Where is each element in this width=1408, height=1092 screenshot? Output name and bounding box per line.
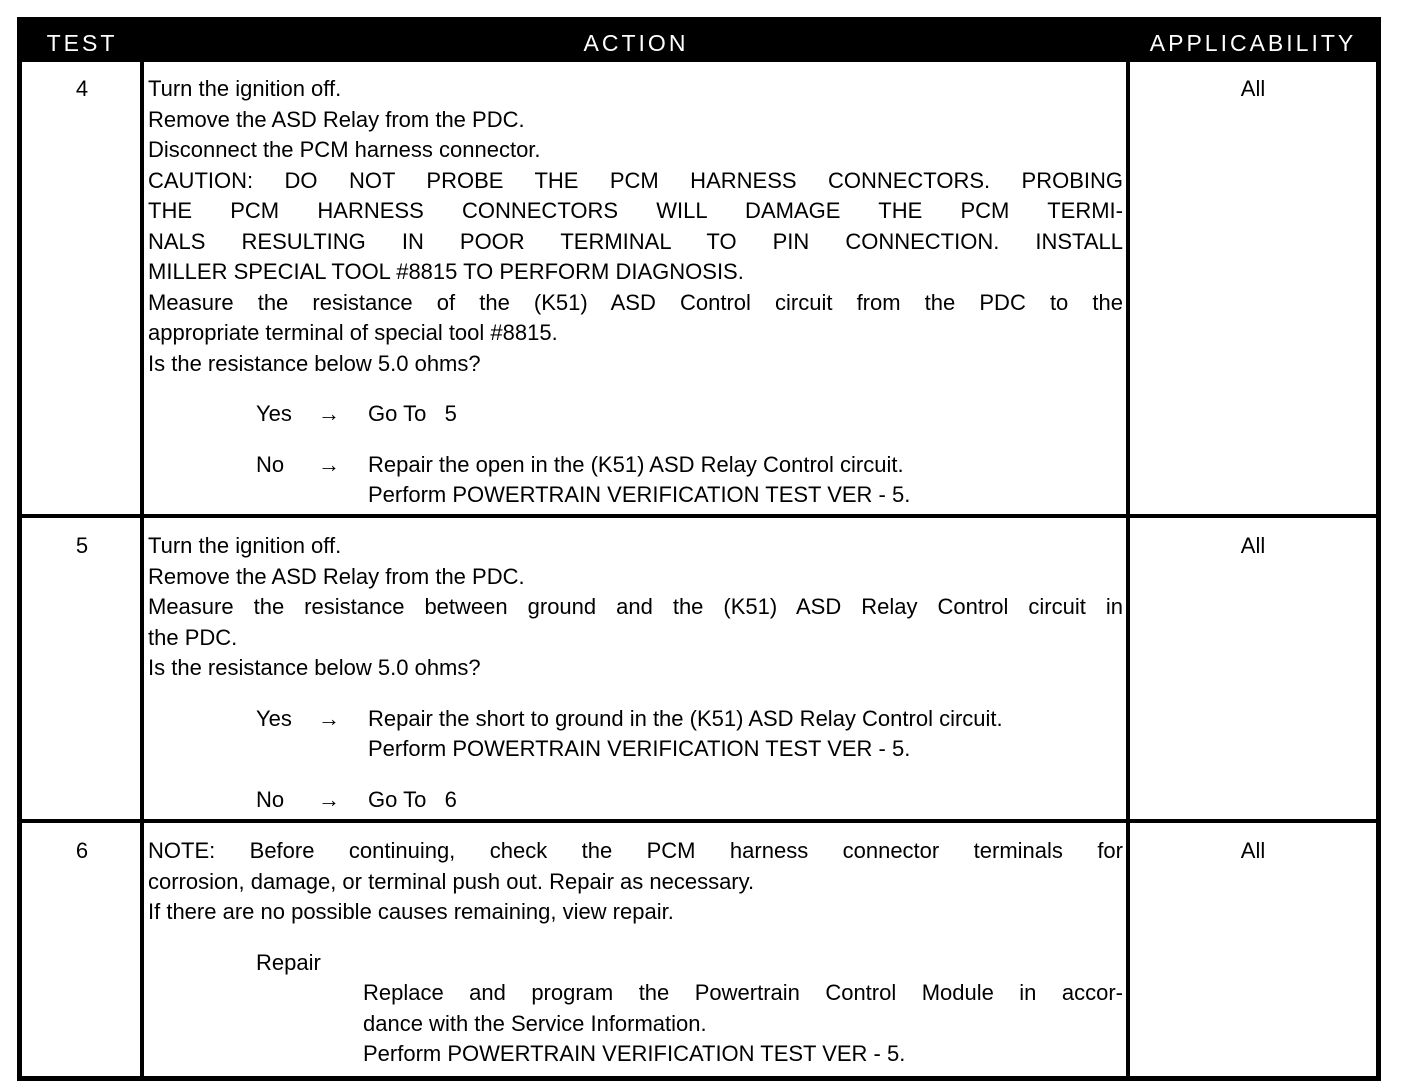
test-number: 5: [75, 533, 89, 558]
action-cell: [148, 531, 1123, 815]
table-header: [22, 22, 1376, 62]
column-divider: [1126, 62, 1130, 1076]
measure-text: the PDC.: [148, 624, 238, 650]
result-line: Perform POWERTRAIN VERIFICATION TEST VER - 5.: [368, 482, 911, 507]
diagnostic-table: [17, 17, 1381, 1081]
repair-body: [148, 978, 1123, 1070]
arrow-icon: →: [318, 451, 340, 477]
caution-text: CAUTION: DO NOT PROBE THE PCM HARNESS CONNECTORS. PROBING: [148, 167, 1123, 193]
result-line: Perform POWERTRAIN VERIFICATION TEST VER - 5.: [368, 736, 911, 761]
result-text: Go To 6: [368, 786, 457, 812]
result-yes: [148, 704, 1123, 765]
step-text: Remove the ASD Relay from the PDC.: [148, 563, 525, 589]
column-divider: [140, 62, 144, 1076]
applicability-value: All: [1240, 76, 1266, 101]
step-text: Turn the ignition off.: [148, 76, 342, 101]
caution-text: THE PCM HARNESS CONNECTORS WILL DAMAGE THE PCM TERMI-: [148, 198, 1123, 223]
repair-line: dance with the Service Information.: [363, 1010, 707, 1036]
row-divider: [22, 819, 1376, 823]
result-label: No: [256, 451, 285, 477]
measure-text: appropriate terminal of special tool #8815.: [148, 320, 558, 345]
result-text: [368, 704, 1123, 765]
arrow-icon: →: [318, 786, 340, 812]
action-cell: [148, 74, 1123, 511]
caution-text: MILLER SPECIAL TOOL #8815 TO PERFORM DIAGNOSIS.: [148, 259, 744, 284]
question-text: Is the resistance below 5.0 ohms?: [148, 350, 481, 376]
result-text: [368, 450, 1123, 511]
note-text: NOTE: Before continuing, check the PCM harness connector terminals for: [148, 838, 1123, 863]
result-label: No: [256, 786, 285, 812]
result-yes: [148, 399, 1123, 430]
measure-text: Measure the resistance between ground and the (K51) ASD Relay Control circuit in: [148, 594, 1123, 619]
repair-line: Perform POWERTRAIN VERIFICATION TEST VER - 5.: [363, 1041, 906, 1066]
action-cell: [148, 836, 1123, 1070]
row-divider: [22, 514, 1376, 518]
step-text: If there are no possible causes remaining, view repair.: [148, 899, 674, 924]
test-number: 6: [75, 838, 89, 863]
header-applicability: APPLICABILITY: [1149, 30, 1357, 56]
question-text: Is the resistance below 5.0 ohms?: [148, 655, 481, 680]
repair-line: Replace and program the Powertrain Control Module in accor-: [363, 980, 1123, 1005]
note-text: corrosion, damage, or terminal push out. Repair as necessary.: [148, 868, 755, 894]
result-line: Repair the short to ground in the (K51) ASD Relay Control circuit.: [368, 705, 1003, 731]
result-no: [148, 450, 1123, 511]
result-label: Yes: [256, 705, 292, 731]
result-label: Yes: [256, 401, 292, 426]
applicability-value: All: [1240, 838, 1266, 863]
applicability-value: All: [1240, 533, 1266, 558]
repair-label: Repair: [256, 949, 321, 975]
header-test: TEST: [46, 30, 118, 56]
measure-text: Measure the resistance of the (K51) ASD Control circuit from the PDC to the: [148, 289, 1123, 315]
step-text: Disconnect the PCM harness connector.: [148, 137, 541, 162]
result-text: Go To 5: [368, 401, 457, 426]
arrow-icon: →: [318, 705, 340, 731]
step-text: Turn the ignition off.: [148, 533, 342, 558]
arrow-icon: →: [318, 401, 340, 426]
header-action: ACTION: [583, 30, 689, 56]
test-number: 4: [75, 76, 89, 101]
step-text: Remove the ASD Relay from the PDC.: [148, 106, 525, 132]
result-no: [148, 785, 1123, 816]
result-line: Repair the open in the (K51) ASD Relay Control circuit.: [368, 451, 904, 477]
caution-text: NALS RESULTING IN POOR TERMINAL TO PIN CONNECTION. INSTALL: [148, 228, 1123, 254]
